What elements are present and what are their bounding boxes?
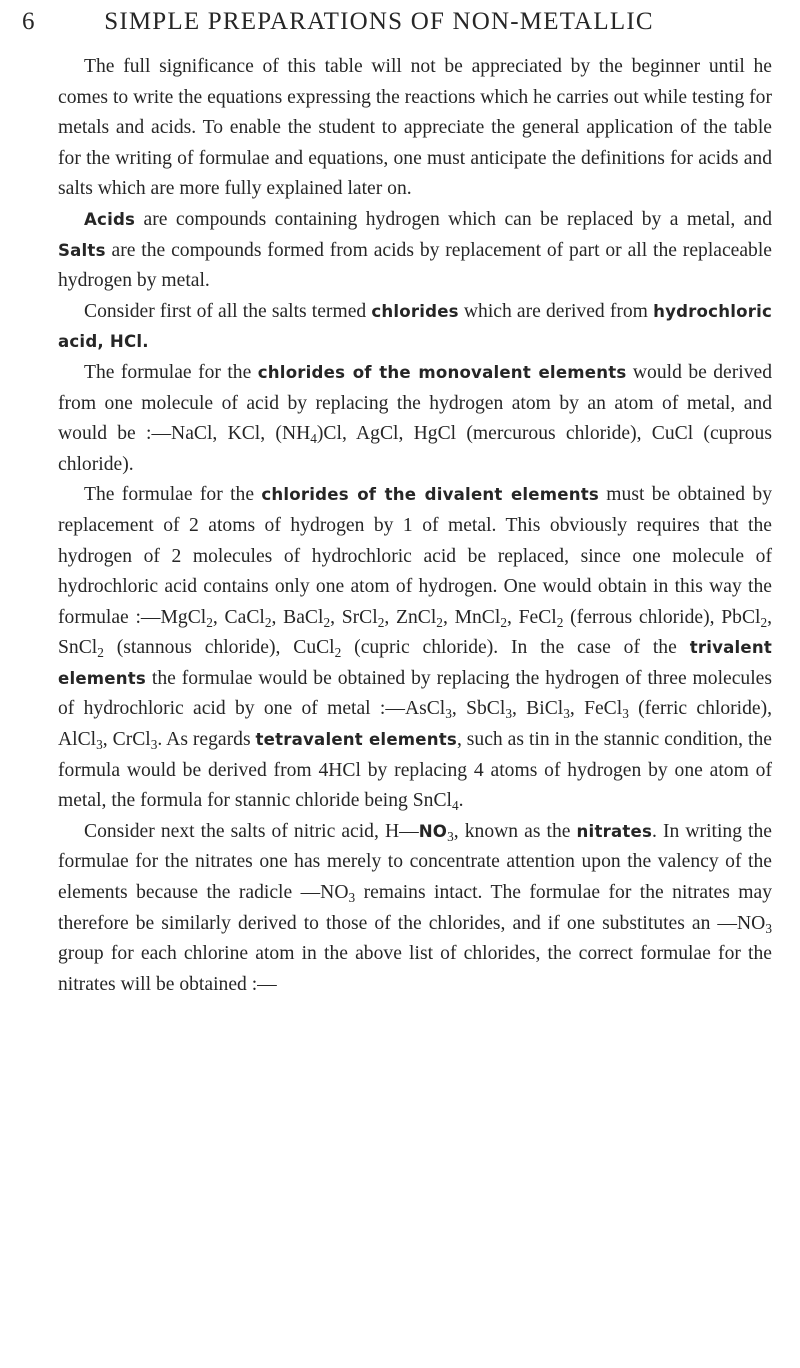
text-run: , SrCl (330, 606, 378, 628)
text-run: remains intact. The formulae for the nitrates may therefore be similarly derived to those of the chlorides, and if one substitutes an —NO (58, 882, 772, 934)
text-run: group for each chlorine atom in the above list of chlorides, the correct formulae for the nitrates will be obtained :— (58, 943, 772, 995)
subscript: 3 (445, 706, 452, 722)
subscript: 4 (310, 431, 317, 447)
paragraph (58, 358, 772, 480)
subscript: 2 (323, 614, 331, 630)
text-run: , MnCl (442, 606, 501, 628)
bold-term: hydrochloric acid, HCl. (58, 301, 772, 352)
subscript: 2 (97, 645, 104, 661)
running-header (22, 8, 722, 42)
subscript: 4 (451, 798, 459, 814)
subscript: 3 (505, 706, 512, 722)
running-title: SIMPLE PREPARATIONS OF NON-METALLIC (104, 8, 654, 35)
text-run: (ferrous chloride), PbCl (563, 606, 761, 628)
text-run: the formulae would be obtained by replacing the hydrogen of three molecules of hydrochloric acid by one of metal :—AsCl (58, 667, 772, 720)
text-run: , BiCl (511, 698, 564, 720)
subscript: 3 (348, 890, 356, 906)
subscript: 2 (556, 614, 564, 630)
subscript: 2 (264, 614, 272, 630)
bold-term: trivalent elements (58, 638, 772, 688)
text-run: . As regards (157, 729, 256, 751)
subscript: 3 (622, 706, 629, 722)
text-run: are the compounds formed from acids by replacement of part or all the replaceable hydrogen by metal. (58, 239, 772, 292)
text-run: , FeCl (569, 698, 623, 720)
subscript: 2 (760, 614, 768, 630)
text-run: (stannous chloride), CuCl (103, 637, 335, 659)
subscript: 2 (206, 614, 213, 630)
subscript: 2 (334, 645, 342, 661)
subscript: 3 (96, 737, 103, 753)
paragraph (58, 817, 772, 1001)
bold-term: nitrates (576, 821, 653, 841)
bold-term: NO (418, 821, 448, 841)
subscript: 3 (447, 828, 454, 844)
text-run: are compounds containing hydrogen which can be replaced by a metal, and (135, 208, 772, 230)
text-run: (ferric chloride), AlCl (58, 698, 773, 751)
text-run: Consider first of all the salts termed (84, 300, 372, 322)
paragraph (58, 205, 772, 297)
body-text (58, 52, 772, 1000)
text-run: , CaCl (212, 606, 265, 628)
text-run: The full significance of this table will not be appreciated by the beginner until he comes to write the equations expressing the reactions which he carries out while testing for metals and acids. To enable the student to appreciate the general application of the table for the writing of formulae and equations, one must anticipate the definitions for acids and salts which are more fully explained later on. (58, 56, 772, 200)
text-run: )Cl, AgCl, HgCl (mercurous chloride), CuCl (cuprous chloride). (58, 423, 772, 475)
text-run: which are derived from (458, 300, 654, 322)
bold-term: Salts (58, 240, 106, 260)
bold-term: chlorides of the monovalent elements (257, 362, 627, 382)
text-run: would be derived from one molecule of acid by replacing the hydrogen atom by an atom of metal, and would be :—NaCl, KCl, (NH (58, 361, 773, 445)
bold-term: chlorides (371, 301, 459, 321)
text-run: must be obtained by replacement of 2 atoms of hydrogen by 1 of metal. This obviously requires that the hydrogen of 2 molecules of hydrochloric acid be replaced, since one molecule of hydrochloric acid contains only one atom of hydrogen. One would obtain in this way the formulae :—MgCl (58, 484, 772, 628)
subscript: 3 (765, 920, 772, 936)
text-run: , known as the (453, 820, 577, 842)
text-run: . (458, 790, 464, 812)
subscript: 3 (563, 706, 570, 722)
text-run: , SbCl (451, 698, 506, 720)
paragraph (58, 52, 772, 205)
page-number: 6 (22, 8, 36, 35)
text-run: Consider next the salts of nitric acid, H— (84, 820, 419, 842)
text-run: , ZnCl (384, 606, 437, 628)
subscript: 3 (150, 737, 158, 753)
text-run: . In writing the formulae for the nitrates one has merely to concentrate attention upon the valency of the elements because the radicle —NO (58, 820, 772, 904)
paragraph (58, 480, 772, 817)
subscript: 2 (500, 614, 507, 630)
text-run: , SnCl (58, 606, 773, 659)
subscript: 2 (377, 614, 385, 630)
text-run: , such as tin in the stannic condition, the formula would be derived from 4HCl by replacing 4 atoms of hydrogen by one atom of metal, the formula for stannic chloride being SnCl (58, 729, 772, 812)
subscript: 2 (436, 614, 443, 630)
text-run: , BaCl (271, 606, 324, 628)
text-run: The formulae for the (84, 484, 262, 506)
text-run: , FeCl (506, 606, 557, 628)
paragraph (58, 297, 772, 358)
bold-term: Acids (84, 209, 136, 229)
bold-term: tetravalent elements (255, 730, 457, 750)
text-run: The formulae for the (84, 361, 258, 383)
text-run: , CrCl (102, 729, 151, 751)
text-run: (cupric chloride). In the case of the (341, 637, 690, 659)
bold-term: chlorides of the divalent elements (261, 485, 599, 505)
